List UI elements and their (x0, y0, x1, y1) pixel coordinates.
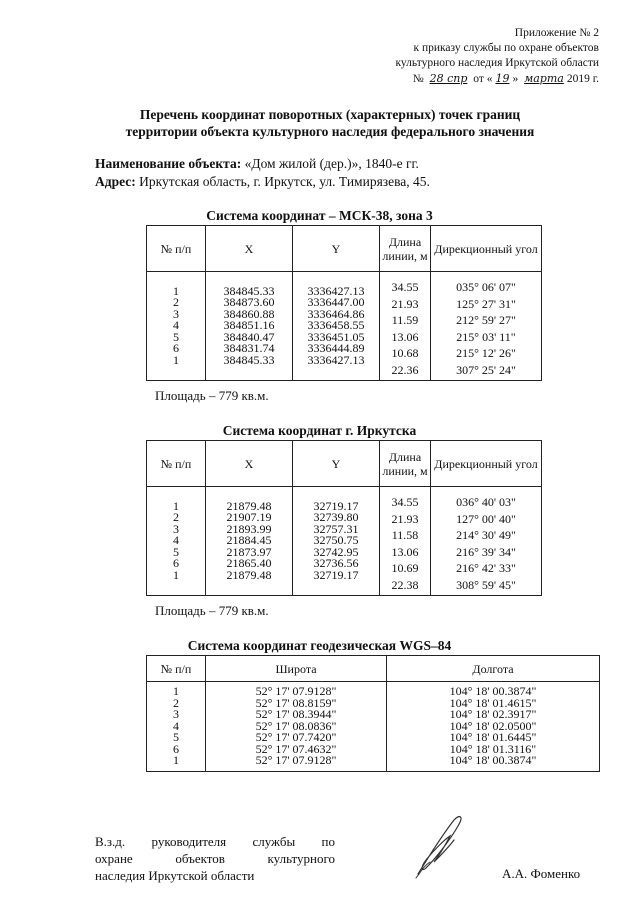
table-cell: 3 (173, 306, 179, 321)
order-year: 2019 г. (566, 73, 599, 85)
table-cell: 3336451.05 (307, 329, 365, 344)
table-cell: 13.06 (391, 329, 419, 344)
col-header-length: Длина линии, м (380, 441, 431, 487)
col-header-num: № п/п (147, 226, 206, 272)
col-header-x: X (206, 226, 293, 272)
signer-name: А.А. Фоменко (502, 866, 581, 881)
table-cell: 035° 06' 07" (456, 280, 516, 294)
table-cell: 52° 17' 08.0836" (255, 718, 337, 733)
y-column (293, 487, 380, 596)
table-cell: 21873.97 (226, 544, 272, 559)
col-header-num: № п/п (147, 656, 206, 682)
title-line-2: территории объекта культурного наследия федерального значения (125, 124, 535, 139)
table-cell: 308° 59' 45" (456, 577, 516, 592)
area-text-2: Площадь – 779 кв.м. (155, 603, 269, 618)
table-cell: 52° 17' 07.4632" (255, 741, 337, 756)
table-cell: 3336464.86 (307, 306, 365, 321)
table-cell: 21893.99 (226, 521, 272, 536)
appendix-line-3: культурного наследия Иркутской области (395, 57, 599, 69)
col-header-y: Y (293, 226, 380, 272)
table-cell: 32719.17 (313, 567, 359, 582)
table1-title: Система координат – МСК-38, зона 3 (206, 208, 433, 223)
angle-column (431, 487, 542, 596)
length-column (380, 487, 431, 596)
table-cell: 6 (173, 341, 179, 356)
table-cell: 036° 40' 03" (456, 495, 516, 509)
msk38-coordinates-table (146, 225, 542, 381)
table-cell: 13.06 (391, 544, 419, 559)
col-header-angle: Дирекционный угол (431, 441, 542, 487)
table-cell: 3336447.00 (307, 295, 365, 310)
table-cell: 22.36 (391, 362, 419, 377)
table-cell: 104° 18' 01.3116" (449, 741, 537, 756)
table-cell: 22.38 (391, 577, 419, 592)
table-cell: 127° 00' 40" (456, 511, 516, 526)
signer-position-line-2: охране объектов культурного (95, 851, 335, 866)
signer-position-line-1: В.з.д. руководителя службы по (95, 834, 335, 849)
order-number-label: № (412, 73, 424, 85)
order-number-value: 28 спр (429, 72, 468, 85)
table-cell: 2 (173, 695, 179, 710)
num-column (147, 487, 206, 596)
table-cell: 1 (173, 352, 179, 367)
table-cell: 384873.60 (223, 295, 275, 310)
y-column (293, 272, 380, 381)
appendix-line-2: к приказу службы по охране объектов (413, 42, 599, 54)
object-info (95, 155, 575, 191)
area-text-1: Площадь – 779 кв.м. (155, 388, 269, 403)
table-cell: 104° 18' 02.3917" (449, 707, 537, 721)
table-cell: 10.68 (391, 346, 419, 360)
table-cell: 5 (173, 544, 179, 559)
table-cell: 21879.48 (226, 498, 272, 513)
table-cell: 384845.33 (223, 283, 275, 298)
table-cell: 215° 12' 26" (456, 346, 516, 360)
table-cell: 104° 18' 01.6445" (449, 730, 537, 744)
table-cell: 384840.47 (223, 329, 275, 344)
table-cell: 32719.17 (313, 498, 359, 513)
table-cell: 307° 25' 24" (456, 362, 516, 377)
table-cell: 384851.16 (223, 318, 275, 333)
longitude-column (387, 682, 600, 772)
table-cell: 3336444.89 (307, 341, 365, 356)
length-column (380, 272, 431, 381)
table-cell: 2 (173, 510, 179, 525)
num-column (147, 272, 206, 381)
table-cell: 52° 17' 07.7420" (255, 730, 337, 744)
table3-title: Система координат геодезическая WGS–84 (187, 638, 452, 653)
x-column (206, 487, 293, 596)
table-cell: 3 (173, 707, 179, 721)
table-cell: 3336427.13 (307, 352, 365, 367)
document-title (60, 106, 600, 140)
col-header-latitude: Широта (206, 656, 387, 682)
order-day-value: 19 (495, 72, 510, 85)
col-header-y: Y (293, 441, 380, 487)
table-cell: 10.69 (391, 561, 419, 575)
table-cell: 21865.40 (226, 556, 272, 571)
object-name-label: Наименование объекта: (95, 156, 242, 171)
order-date-label: от « (473, 73, 493, 85)
table-cell: 384845.33 (223, 352, 275, 367)
table2-title: Система координат г. Иркутска (222, 423, 417, 438)
table-cell: 104° 18' 02.0500" (449, 718, 537, 733)
table-cell: 21.93 (391, 296, 419, 311)
table-cell: 6 (173, 741, 179, 756)
table-cell: 384831.74 (223, 341, 275, 356)
object-address-row (95, 173, 575, 191)
table-cell: 52° 17' 08.8159" (255, 695, 337, 710)
table-cell: 212° 59' 27" (456, 313, 516, 327)
table-cell: 4 (173, 318, 179, 333)
table-cell: 1 (173, 753, 179, 767)
table-cell: 32739.80 (313, 510, 359, 525)
handwritten-signature-icon (410, 810, 470, 882)
table-cell: 3336458.55 (307, 318, 365, 333)
table-cell: 21884.45 (226, 533, 272, 548)
num-column (147, 682, 206, 772)
table-cell: 1 (173, 567, 179, 582)
table-cell: 214° 30' 49" (456, 528, 516, 542)
table-cell: 4 (173, 718, 179, 733)
table-cell: 216° 39' 34" (456, 544, 516, 559)
order-month-value: марта (524, 72, 564, 85)
appendix-line-1: Приложение № 2 (514, 27, 599, 39)
table-cell: 6 (173, 556, 179, 571)
col-header-length: Длина линии, м (380, 226, 431, 272)
signer-position (95, 833, 335, 884)
table-cell: 104° 18' 00.3874" (449, 684, 537, 698)
table-cell: 384860.88 (223, 306, 275, 321)
table-cell: 34.55 (391, 495, 419, 509)
table-cell: 5 (173, 730, 179, 744)
table-cell: 5 (173, 329, 179, 344)
table-cell: 215° 03' 11" (456, 329, 516, 344)
col-header-num: № п/п (147, 441, 206, 487)
table-cell: 21.93 (391, 511, 419, 526)
table-cell: 104° 18' 00.3874" (449, 753, 537, 767)
table-cell: 21879.48 (226, 567, 272, 582)
irkutsk-coordinates-table (146, 440, 542, 596)
col-header-longitude: Долгота (387, 656, 600, 682)
table-cell: 11.58 (391, 528, 419, 542)
object-name-row (95, 155, 575, 173)
table-cell: 32750.75 (313, 533, 359, 548)
table-cell: 4 (173, 533, 179, 548)
table-cell: 3336427.13 (307, 283, 365, 298)
table-cell: 52° 17' 07.9128" (255, 684, 337, 698)
wgs84-coordinates-table (146, 655, 600, 772)
table-cell: 32742.95 (313, 544, 359, 559)
table-cell: 2 (173, 295, 179, 310)
appendix-order-number: № 28 спр от « 19 » марта 2019 г. (412, 72, 599, 85)
object-address-value: Иркутская область, г. Иркутск, ул. Тимирязева, 45. (135, 174, 430, 189)
col-header-x: X (206, 441, 293, 487)
title-line-1: Перечень координат поворотных (характерных) точек границ (139, 107, 521, 122)
latitude-column (206, 682, 387, 772)
appendix-block (299, 26, 599, 87)
object-address-label: Адрес: (95, 174, 136, 189)
object-name-value: «Дом жилой (дер.)», 1840-е гг. (241, 156, 419, 171)
col-header-angle: Дирекционный угол (431, 226, 542, 272)
table-cell: 1 (173, 498, 179, 513)
table-cell: 21907.19 (226, 510, 272, 525)
table-cell: 32736.56 (313, 556, 359, 571)
angle-column (431, 272, 542, 381)
signer-position-line-3: наследия Иркутской области (95, 868, 255, 883)
table-cell: 52° 17' 08.3944" (255, 707, 337, 721)
table-cell: 3 (173, 521, 179, 536)
x-column (206, 272, 293, 381)
table-cell: 11.59 (391, 313, 419, 327)
table-cell: 104° 18' 01.4615" (449, 695, 537, 710)
table-cell: 125° 27' 31" (456, 296, 516, 311)
table-cell: 1 (173, 283, 179, 298)
table-cell: 1 (173, 684, 179, 698)
table-cell: 32757.31 (313, 521, 359, 536)
table-cell: 34.55 (391, 280, 419, 294)
table-cell: 52° 17' 07.9128" (255, 753, 337, 767)
table-cell: 216° 42' 33" (456, 561, 516, 575)
